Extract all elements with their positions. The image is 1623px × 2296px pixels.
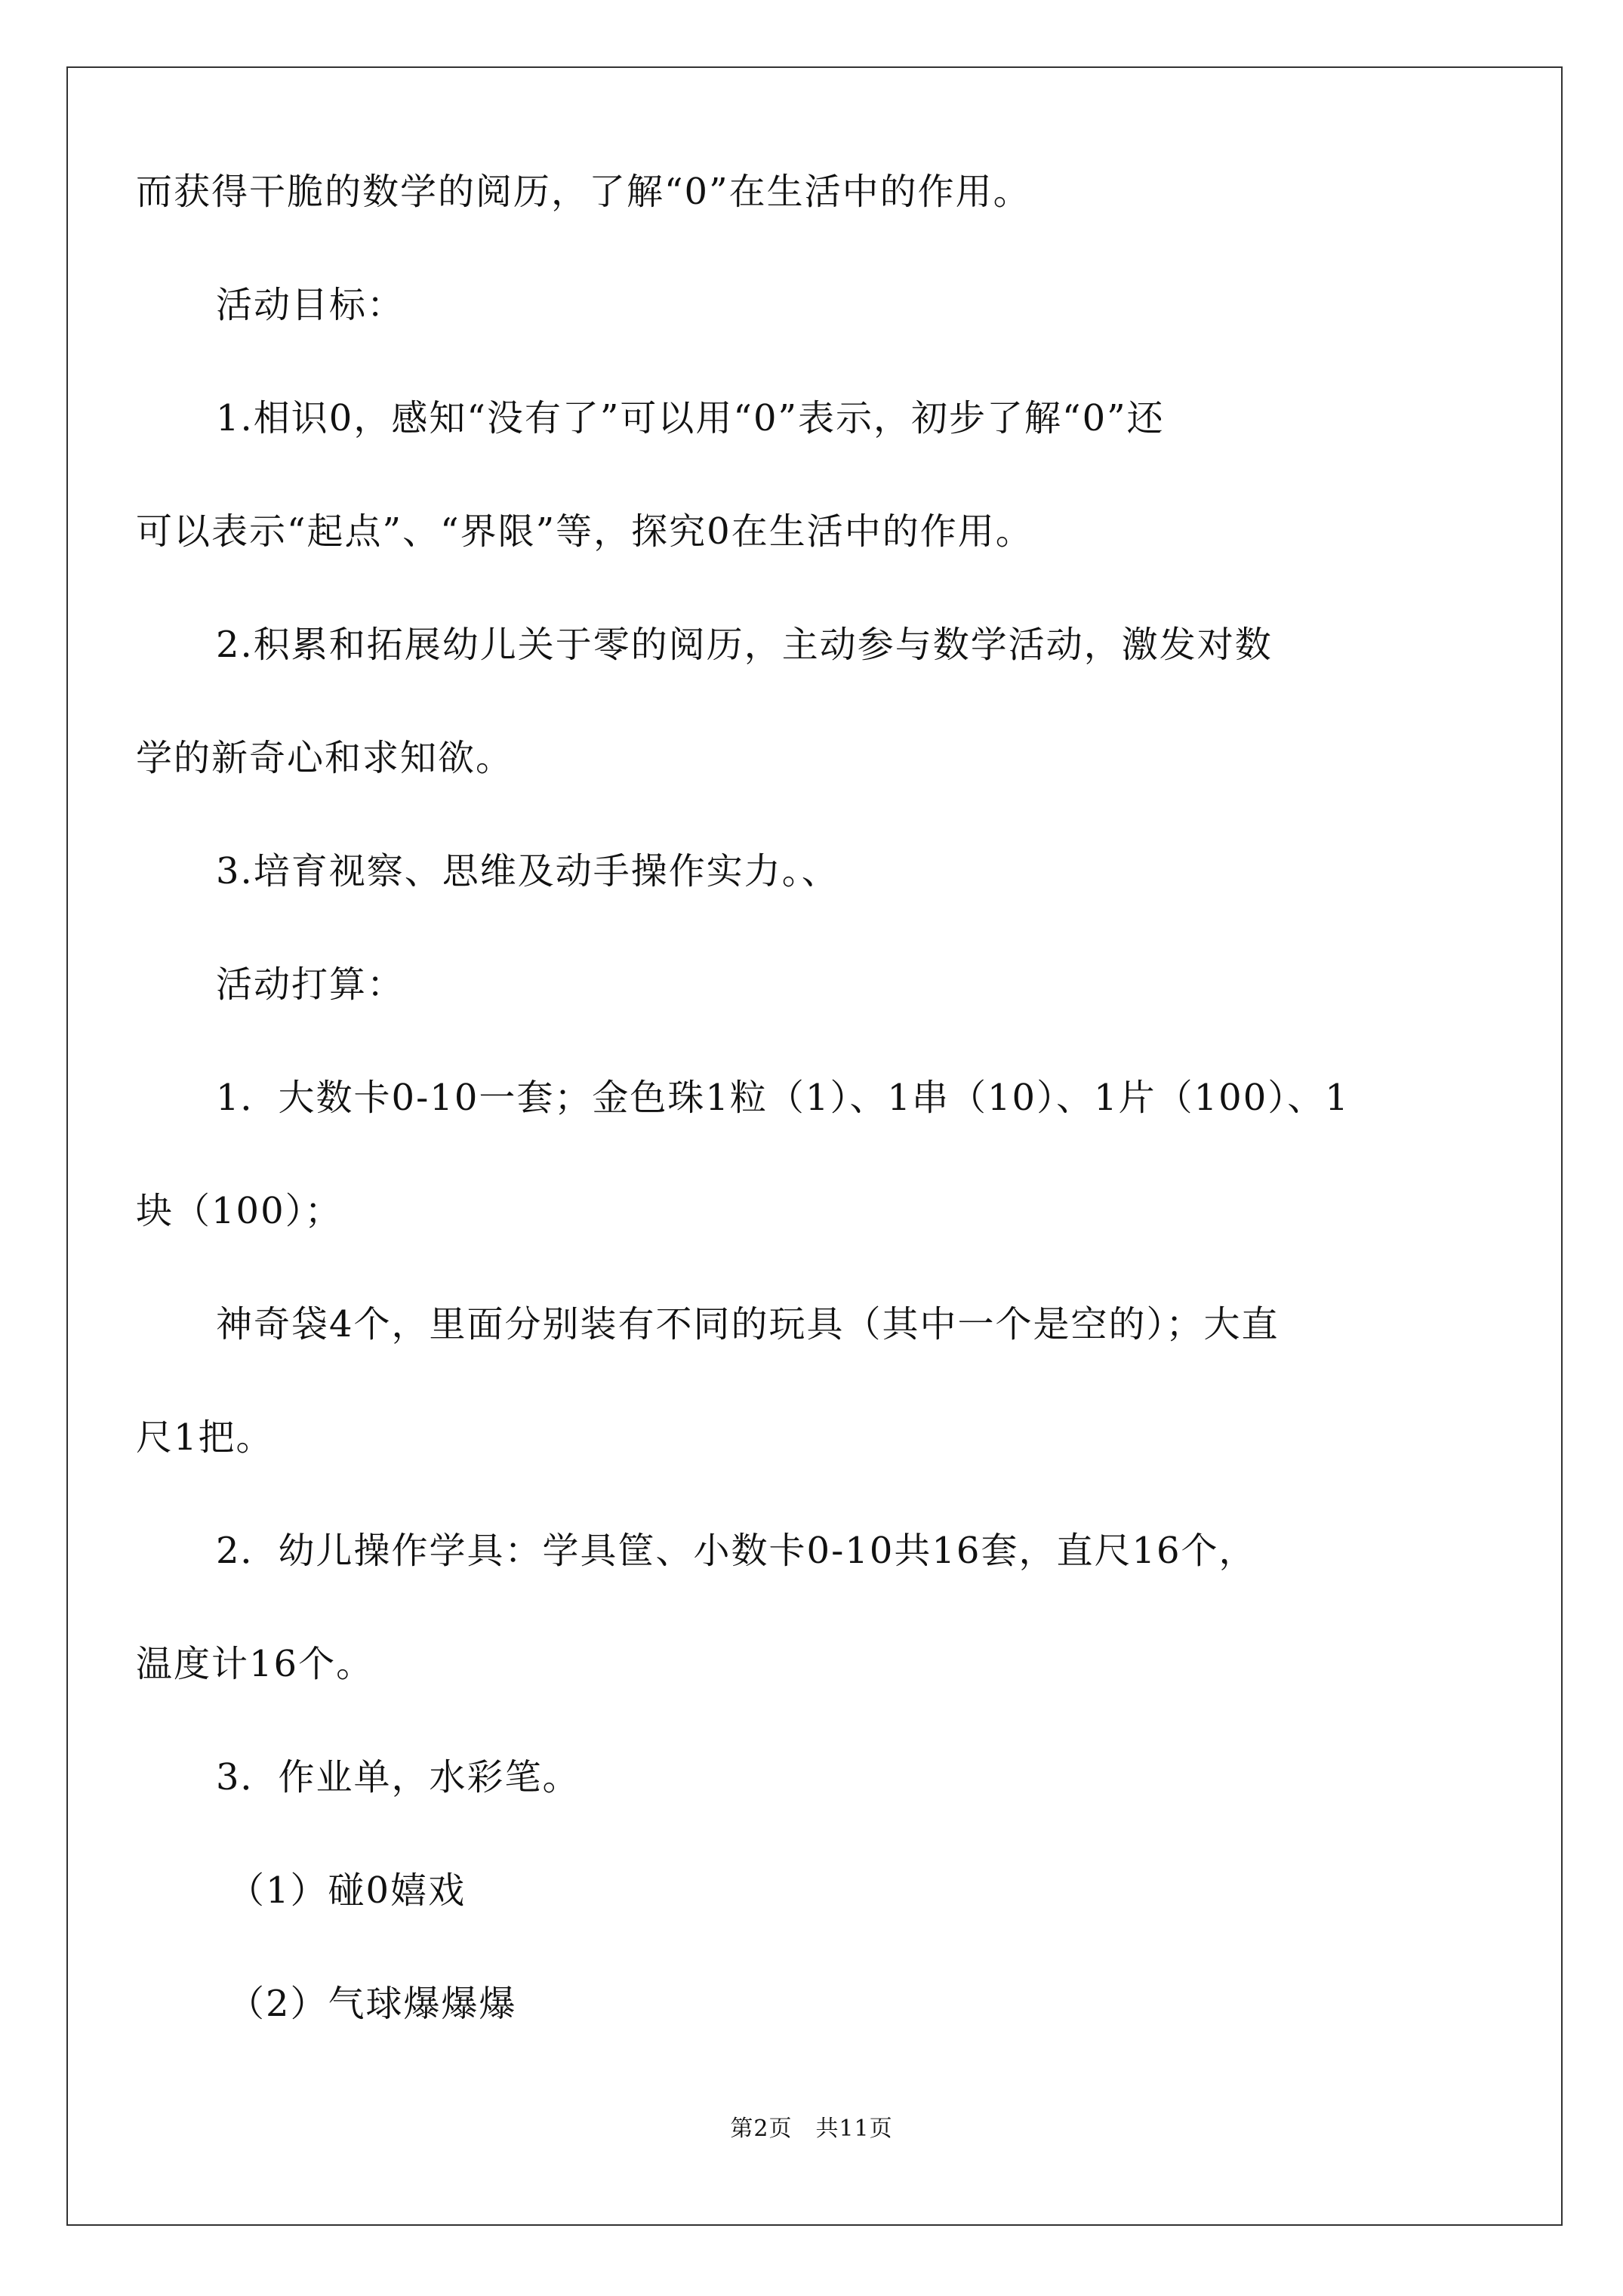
list-item: （2）气球爆爆爆: [228, 1983, 517, 2025]
section-heading-preparation: 活动打算：: [216, 963, 405, 1006]
text-line: 温度计16个。: [136, 1643, 374, 1685]
page-frame: [66, 66, 1563, 2226]
text-line: 2．幼儿操作学具：学具筐、小数卡0-10共16套，直尺16个，: [216, 1530, 1257, 1572]
text-line: 2.积累和拓展幼儿关于零的阅历，主动参与数学活动，激发对数: [216, 624, 1273, 666]
text-line: 块（100）；: [136, 1190, 343, 1232]
text-line: 1.相识0，感知“没有了”可以用“0”表示，初步了解“0”还: [216, 397, 1165, 439]
text-line: 3．作业单，水彩笔。: [216, 1756, 581, 1798]
page-footer: 第2页 共11页: [730, 2116, 893, 2142]
text-line: 学的新奇心和求知欲。: [136, 737, 514, 779]
text-line: 尺1把。: [136, 1416, 274, 1459]
text-line: 神奇袋4个，里面分别装有不同的玩具（其中一个是空的）；大直: [216, 1303, 1280, 1345]
text-line: 1．大数卡0-10一套；金色珠1粒（1）、1串（10）、1片（100）、1: [216, 1077, 1350, 1119]
text-line: 而获得干脆的数学的阅历，了解“0”在生活中的作用。: [136, 171, 1031, 213]
text-line: 3.培育视察、思维及动手操作实力。、: [216, 850, 839, 892]
text-line: 可以表示“起点”、“界限”等，探究0在生活中的作用。: [136, 510, 1033, 553]
section-heading-goals: 活动目标：: [216, 284, 405, 326]
list-item: （1）碰0嬉戏: [228, 1869, 467, 1912]
